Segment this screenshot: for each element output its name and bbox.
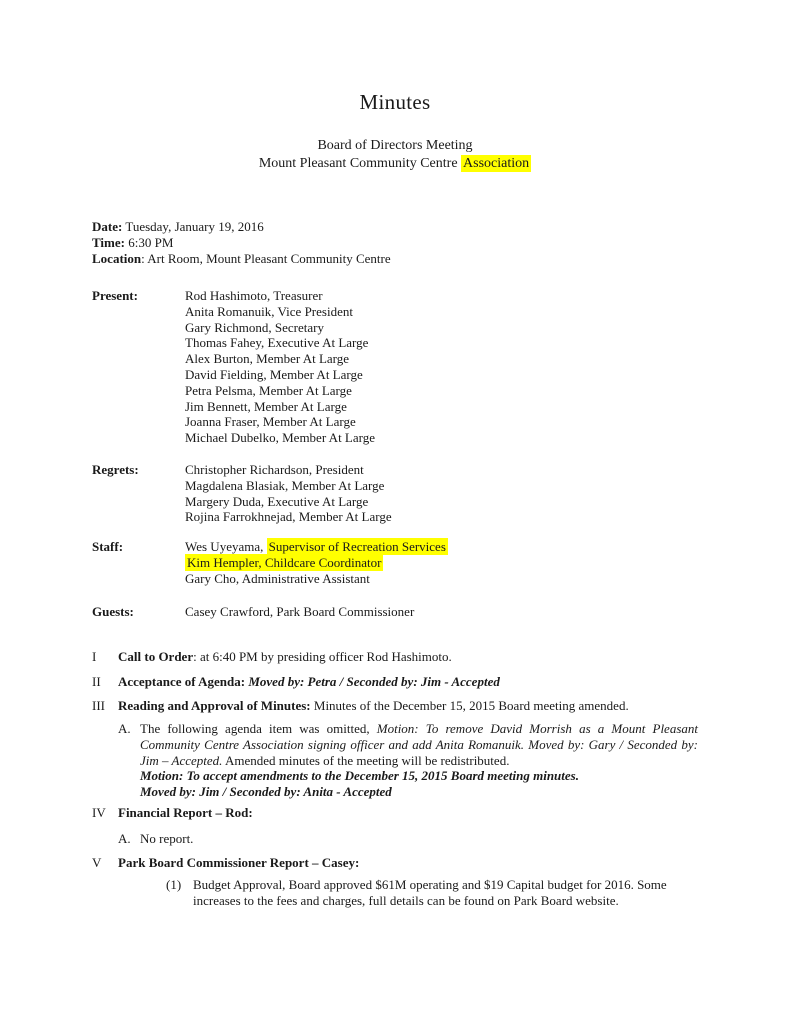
sub-item-a (118, 831, 698, 847)
list-item: Magdalena Blasiak, Member At Large (185, 477, 385, 493)
section-heading: Park Board Commissioner Report – Casey: (118, 854, 360, 870)
section-numeral: I (92, 649, 97, 665)
meeting-subtitle (0, 137, 790, 172)
list-item: Margery Duda, Executive At Large (185, 493, 369, 509)
numbered-item-1 (166, 877, 698, 908)
section-acceptance-of-agenda (92, 674, 698, 690)
section-numeral: III (92, 698, 105, 714)
meta-time-line (92, 235, 698, 251)
section-heading-line (118, 698, 698, 714)
meta-location-line (92, 251, 698, 267)
list-item: Jim Bennett, Member At Large (185, 398, 347, 414)
time-value: 6:30 PM (124, 235, 174, 250)
section-heading: Acceptance of Agenda: (118, 674, 246, 690)
agenda-sections (92, 649, 698, 908)
list-item (185, 539, 698, 555)
highlighted-association-text: Association (463, 155, 530, 171)
highlighted-staff-role: Supervisor of Recreation Services (268, 539, 446, 555)
time-label: Time: (92, 235, 125, 250)
section-text: : at 6:40 PM by presiding officer Rod Hashimoto. (193, 649, 452, 665)
present-people (185, 288, 698, 446)
date-label: Date: (92, 219, 123, 234)
list-item: Gary Richmond, Secretary (185, 319, 324, 335)
section-numeral: V (92, 854, 102, 870)
section-heading: Call to Order (118, 649, 194, 665)
staff-people (185, 539, 698, 586)
section-body (118, 674, 698, 690)
list-item (185, 555, 698, 571)
location-value: : Art Room, Mount Pleasant Community Centre (141, 251, 391, 266)
regrets-group (92, 462, 698, 525)
guests-group (92, 604, 698, 620)
document-title: Minutes (359, 90, 431, 114)
section-heading-line (118, 805, 698, 821)
list-item: Joanna Fraser, Member At Large (185, 414, 356, 430)
section-call-to-order (92, 649, 698, 665)
staff-name: Wes Uyeyama, (185, 539, 267, 555)
date-value: Tuesday, January 19, 2016 (122, 219, 264, 234)
motion-italic-text: Motion: To remove David Morrish as a Mount Pleasant Community Centre Association signing officer and add Anita Romanuik. Moved by: Gary / Seconded by: Jim – Accepted. (140, 721, 698, 768)
subtitle-meeting-type: Board of Directors Meeting (317, 138, 473, 153)
regrets-label: Regrets: (92, 461, 139, 477)
section-text: Minutes of the December 15, 2015 Board meeting amended. (310, 698, 629, 714)
list-item: Anita Romanuik, Vice President (185, 303, 353, 319)
present-group (92, 288, 698, 446)
attendance-block (92, 288, 698, 619)
list-item: Michael Dubelko, Member At Large (185, 430, 376, 446)
organization-name: Mount Pleasant Community Centre (258, 155, 462, 171)
list-item: Petra Pelsma, Member At Large (185, 382, 352, 398)
sub-item-body: No report. (140, 831, 194, 847)
section-financial-report (92, 805, 698, 847)
list-item: Rod Hashimoto, Treasurer (185, 288, 323, 303)
section-heading: Reading and Approval of Minutes: (118, 698, 311, 714)
section-body (118, 855, 698, 908)
section-reading-approval-minutes (92, 698, 698, 799)
section-body (118, 649, 698, 665)
section-heading: Financial Report – Rod: (118, 805, 253, 821)
list-item: Casey Crawford, Park Board Commissioner (185, 603, 415, 619)
list-item: Gary Cho, Administrative Assistant (185, 570, 370, 586)
section-body (118, 698, 698, 799)
numbered-item-marker: (1) (166, 876, 182, 892)
meta-date-line (92, 219, 698, 235)
section-numeral: II (92, 674, 101, 690)
list-item: Christopher Richardson, President (185, 461, 364, 477)
section-park-board-report (92, 855, 698, 908)
subtitle-organization (0, 155, 790, 173)
motion-line: Moved by: Jim / Seconded by: Anita - Accepted (140, 783, 392, 799)
list-item: Rojina Farrokhnejad, Member At Large (185, 509, 392, 525)
paragraph-text: Amended minutes of the meeting will be redistributed. (222, 752, 510, 768)
present-label: Present: (92, 288, 138, 303)
section-body (118, 805, 698, 847)
location-label: Location (92, 251, 142, 266)
staff-group (92, 539, 698, 586)
list-item: David Fielding, Member At Large (185, 366, 363, 382)
sub-item-body (140, 721, 698, 799)
sub-item-marker: A. (118, 721, 131, 737)
list-item: Thomas Fahey, Executive At Large (185, 335, 369, 351)
sub-item-a (118, 721, 698, 799)
section-heading-line (118, 855, 698, 871)
guests-people (185, 604, 698, 620)
motion-line: Motion: To accept amendments to the December 15, 2015 Board meeting minutes. (140, 768, 579, 784)
highlighted-staff-line: Kim Hempler, Childcare Coordinator (187, 554, 382, 570)
meeting-meta (92, 219, 698, 267)
section-numeral: IV (92, 805, 106, 821)
sub-item-marker: A. (118, 831, 131, 847)
staff-label: Staff: (92, 539, 124, 555)
numbered-item-body: Budget Approval, Board approved $61M operating and $19 Capital budget for 2016. Some increases to the fees and charges, full details can be found on Park Board website. (193, 876, 667, 908)
list-item: Alex Burton, Member At Large (185, 351, 350, 367)
amendment-paragraph (140, 721, 698, 768)
paragraph-text: The following agenda item was omitted, (140, 721, 377, 737)
guests-label: Guests: (92, 603, 134, 619)
motion-text: Moved by: Petra / Seconded by: Jim - Accepted (245, 674, 500, 690)
regrets-people (185, 462, 698, 525)
